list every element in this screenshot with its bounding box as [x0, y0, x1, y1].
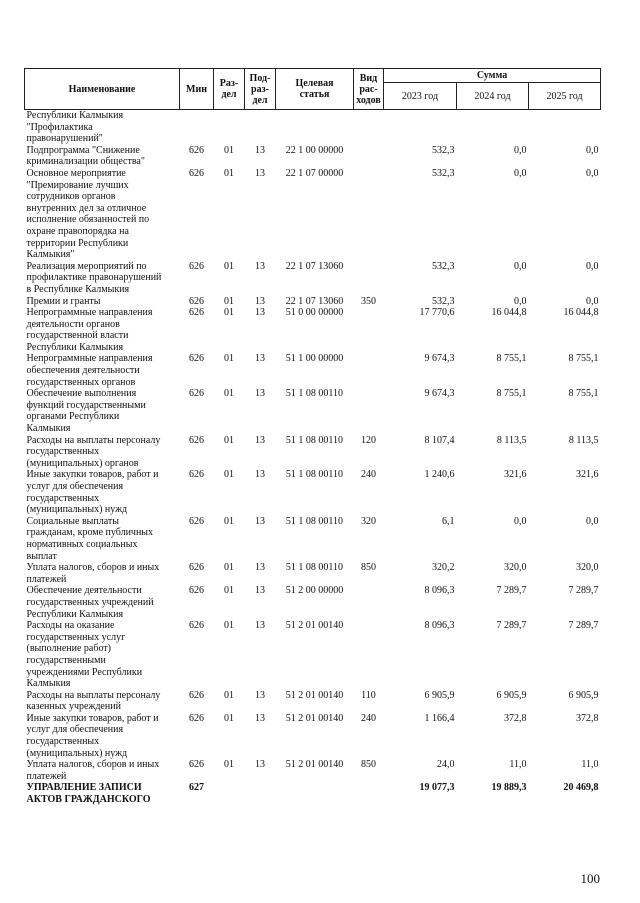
row-name: Непрограммные направления деятельности органов государственной власти Республики Калмыкия [26, 307, 153, 353]
row-target: 51 2 01 00140 [285, 759, 344, 771]
table-row [25, 620, 601, 690]
header-min: Мин [180, 69, 214, 110]
row-name: Расходы на оказание государственных услуг (выполнение работ) государственными учреждениями Республики Калмыкия [26, 620, 143, 690]
row-min: 626 [189, 469, 204, 481]
row-sum-2025: 6 905,9 [568, 689, 599, 701]
row-vid: 240 [361, 469, 376, 481]
row-vid: 350 [361, 295, 376, 307]
row-vid: 850 [361, 562, 376, 574]
row-sum-2023: 9 674,3 [424, 388, 455, 400]
header-vid: Вид рас- ходов [354, 69, 384, 110]
row-vid: 320 [361, 515, 376, 527]
row-razdel [214, 782, 245, 805]
row-name: Реализация мероприятий по профилактике правонарушений в Республике Калмыкия [26, 260, 162, 295]
row-name: Иные закупки товаров, работ и услуг для обеспечения государственных (муниципальных) нужд [26, 469, 159, 516]
row-target: 51 2 00 00000 [285, 585, 344, 597]
row-sum-2024: 0,0 [514, 295, 527, 307]
row-sum-2025: 20 469,8 [563, 782, 599, 794]
row-podrazdel: 13 [255, 620, 265, 632]
row-min: 626 [189, 712, 204, 724]
row-sum-2025: 0,0 [586, 167, 599, 179]
row-name: Премии и гранты [26, 295, 101, 307]
row-razdel: 01 [224, 759, 234, 771]
header-year-2024: 2024 год [457, 83, 529, 110]
row-sum-2023: 1 240,6 [424, 469, 455, 481]
row-sum-2024: 7 289,7 [496, 585, 527, 597]
table-row [25, 516, 601, 562]
row-sum-2023: 24,0 [437, 759, 455, 771]
row-sum-2024 [457, 110, 529, 145]
row-min: 627 [189, 782, 204, 794]
row-min: 626 [189, 144, 204, 156]
row-min: 626 [189, 260, 204, 272]
row-name: Основное мероприятие "Премирование лучших сотрудников органов внутренних дел за отличное исполнение обязанностей по охране правопорядка на территории Республики Калмыкия" [26, 167, 150, 261]
row-target: 51 1 08 00110 [285, 434, 344, 446]
row-vid [354, 782, 384, 805]
header-razdel: Раз- дел [214, 69, 245, 110]
row-name: Обеспечение выполнения функций государственными органами Республики Калмыкия [26, 388, 146, 435]
row-razdel: 01 [224, 307, 234, 319]
row-sum-2024: 16 044,8 [491, 307, 527, 319]
table-row [25, 296, 601, 308]
row-min: 626 [189, 515, 204, 527]
row-podrazdel: 13 [255, 585, 265, 597]
row-sum-2023: 8 096,3 [424, 620, 455, 632]
table-row [25, 562, 601, 585]
row-podrazdel: 13 [255, 167, 265, 179]
row-razdel [214, 110, 245, 145]
row-min: 626 [189, 620, 204, 632]
row-sum-2023: 1 166,4 [424, 712, 455, 724]
row-min: 626 [189, 295, 204, 307]
row-sum-2023: 6,1 [442, 515, 455, 527]
row-sum-2023: 8 096,3 [424, 585, 455, 597]
row-sum-2025: 8 113,5 [568, 434, 599, 446]
row-target: 22 1 07 13060 [285, 295, 344, 307]
row-target: 22 1 00 00000 [285, 144, 344, 156]
row-sum-2023: 19 077,3 [419, 782, 455, 794]
row-razdel: 01 [224, 260, 234, 272]
row-sum-2024: 321,6 [504, 469, 527, 481]
header-name: Наименование [25, 69, 180, 110]
row-sum-2023: 9 674,3 [424, 353, 455, 365]
table-row [25, 435, 601, 470]
row-sum-2024: 6 905,9 [496, 689, 527, 701]
row-vid [354, 110, 384, 145]
row-sum-2024: 19 889,3 [491, 782, 527, 794]
row-target: 51 0 00 00000 [285, 307, 344, 319]
row-sum-2023: 532,3 [432, 144, 455, 156]
row-sum-2025: 0,0 [586, 295, 599, 307]
row-podrazdel: 13 [255, 388, 265, 400]
row-sum-2023: 532,3 [432, 260, 455, 272]
row-vid [354, 585, 384, 620]
row-podrazdel: 13 [255, 562, 265, 574]
row-min: 626 [189, 167, 204, 179]
row-target: 51 2 01 00140 [285, 712, 344, 724]
row-razdel: 01 [224, 295, 234, 307]
row-sum-2024: 320,0 [504, 562, 527, 574]
row-target: 51 1 08 00110 [285, 388, 344, 400]
row-target: 22 1 07 13060 [285, 260, 344, 272]
row-name: Подпрограмма "Снижение криминализации общества" [26, 144, 145, 168]
row-podrazdel [245, 110, 276, 145]
row-vid [354, 620, 384, 690]
header-year-2023: 2023 год [384, 83, 457, 110]
row-target: 51 1 08 00110 [285, 469, 344, 481]
row-sum-2024: 0,0 [514, 167, 527, 179]
table-row [25, 145, 601, 168]
row-name: Непрограммные направления обеспечения деятельности государственных органов [26, 353, 153, 388]
row-razdel: 01 [224, 585, 234, 597]
row-podrazdel: 13 [255, 307, 265, 319]
row-target: 51 1 08 00110 [285, 562, 344, 574]
page-number: 100 [580, 871, 600, 886]
table-row [25, 469, 601, 515]
table-row [25, 388, 601, 434]
row-razdel: 01 [224, 562, 234, 574]
row-sum-2024: 7 289,7 [496, 620, 527, 632]
row-sum-2024: 8 755,1 [496, 388, 527, 400]
row-name: Уплата налогов, сборов и иных платежей [26, 759, 160, 782]
row-sum-2025: 372,8 [576, 712, 599, 724]
row-min: 626 [189, 388, 204, 400]
row-razdel: 01 [224, 620, 234, 632]
row-target: 51 2 01 00140 [285, 689, 344, 701]
header-podrazdel: Под- раз- дел [245, 69, 276, 110]
row-vid [354, 353, 384, 388]
row-min [180, 110, 214, 145]
row-podrazdel [245, 782, 276, 805]
row-target [276, 782, 354, 805]
table-header [25, 69, 601, 110]
row-sum-2025: 11,0 [581, 759, 599, 771]
row-sum-2024: 0,0 [514, 260, 527, 272]
row-name: Расходы на выплаты персоналу казенных учреждений [26, 689, 161, 713]
row-name: Расходы на выплаты персоналу государственных (муниципальных) органов [26, 434, 161, 469]
row-target: 51 2 01 00140 [285, 620, 344, 632]
row-razdel: 01 [224, 167, 234, 179]
row-razdel: 01 [224, 712, 234, 724]
row-sum-2024: 372,8 [504, 712, 527, 724]
row-min: 626 [189, 434, 204, 446]
row-sum-2025: 320,0 [576, 562, 599, 574]
row-razdel: 01 [224, 515, 234, 527]
row-min: 626 [189, 562, 204, 574]
row-vid [354, 145, 384, 168]
row-sum-2025: 0,0 [586, 515, 599, 527]
table-row [25, 353, 601, 388]
table-body [25, 110, 601, 806]
row-sum-2023: 8 107,4 [424, 434, 455, 446]
row-podrazdel: 13 [255, 469, 265, 481]
row-podrazdel: 13 [255, 434, 265, 446]
row-vid: 850 [361, 759, 376, 771]
row-sum-2024: 8 755,1 [496, 353, 527, 365]
row-min: 626 [189, 689, 204, 701]
row-sum-2023: 532,3 [432, 295, 455, 307]
row-target [276, 110, 354, 145]
row-name: Социальные выплаты гражданам, кроме публичных нормативных социальных выплат [26, 515, 154, 562]
row-name: Республики Калмыкия "Профилактика правонарушений" [26, 110, 124, 145]
table-row [25, 782, 601, 805]
row-sum-2024: 0,0 [514, 144, 527, 156]
row-podrazdel: 13 [255, 353, 265, 365]
row-razdel: 01 [224, 388, 234, 400]
table-row [25, 168, 601, 261]
row-sum-2023 [384, 110, 457, 145]
table-row [25, 585, 601, 620]
row-vid [354, 261, 384, 296]
row-podrazdel: 13 [255, 295, 265, 307]
row-sum-2025: 0,0 [586, 144, 599, 156]
row-sum-2025: 7 289,7 [568, 585, 599, 597]
header-year-2025: 2025 год [529, 83, 601, 110]
row-sum-2025: 0,0 [586, 260, 599, 272]
row-target: 51 1 00 00000 [285, 353, 344, 365]
row-razdel: 01 [224, 689, 234, 701]
row-min: 626 [189, 585, 204, 597]
row-vid [354, 168, 384, 261]
row-min: 626 [189, 307, 204, 319]
table-row [25, 261, 601, 296]
row-podrazdel: 13 [255, 515, 265, 527]
row-sum-2025: 8 755,1 [568, 353, 599, 365]
table-row [25, 110, 601, 145]
row-sum-2024: 0,0 [514, 515, 527, 527]
row-min: 626 [189, 353, 204, 365]
budget-table [24, 68, 601, 806]
row-razdel: 01 [224, 434, 234, 446]
table-row [25, 713, 601, 759]
row-target: 22 1 07 00000 [285, 167, 344, 179]
row-sum-2023: 320,2 [432, 562, 455, 574]
row-name: Обеспечение деятельности государственных учреждений Республики Калмыкия [26, 585, 154, 620]
row-sum-2023: 6 905,9 [424, 689, 455, 701]
row-podrazdel: 13 [255, 689, 265, 701]
row-sum-2025 [529, 110, 601, 145]
row-sum-2024: 8 113,5 [496, 434, 527, 446]
row-sum-2025: 321,6 [576, 469, 599, 481]
row-sum-2024: 11,0 [509, 759, 527, 771]
row-vid: 240 [361, 712, 376, 724]
row-sum-2025: 7 289,7 [568, 620, 599, 632]
row-podrazdel: 13 [255, 144, 265, 156]
table-row [25, 307, 601, 353]
row-vid: 120 [361, 434, 376, 446]
row-vid [354, 388, 384, 434]
table-row [25, 690, 601, 713]
row-razdel: 01 [224, 469, 234, 481]
row-sum-2023: 532,3 [432, 167, 455, 179]
row-vid: 110 [361, 689, 376, 701]
row-min: 626 [189, 759, 204, 771]
row-podrazdel: 13 [255, 712, 265, 724]
row-name: Иные закупки товаров, работ и услуг для обеспечения государственных (муниципальных) нужд [26, 712, 159, 759]
row-target: 51 1 08 00110 [285, 515, 344, 527]
header-target: Целевая статья [276, 69, 354, 110]
table-row [25, 759, 601, 782]
header-summa: Сумма [384, 69, 601, 83]
row-razdel: 01 [224, 353, 234, 365]
row-sum-2025: 16 044,8 [563, 307, 599, 319]
row-name: Уплата налогов, сборов и иных платежей [26, 562, 160, 585]
row-podrazdel: 13 [255, 260, 265, 272]
row-razdel: 01 [224, 144, 234, 156]
row-sum-2023: 17 770,6 [419, 307, 455, 319]
row-vid [354, 307, 384, 353]
row-name: УПРАВЛЕНИЕ ЗАПИСИ АКТОВ ГРАЖДАНСКОГО [26, 782, 151, 806]
row-sum-2025: 8 755,1 [568, 388, 599, 400]
row-podrazdel: 13 [255, 759, 265, 771]
